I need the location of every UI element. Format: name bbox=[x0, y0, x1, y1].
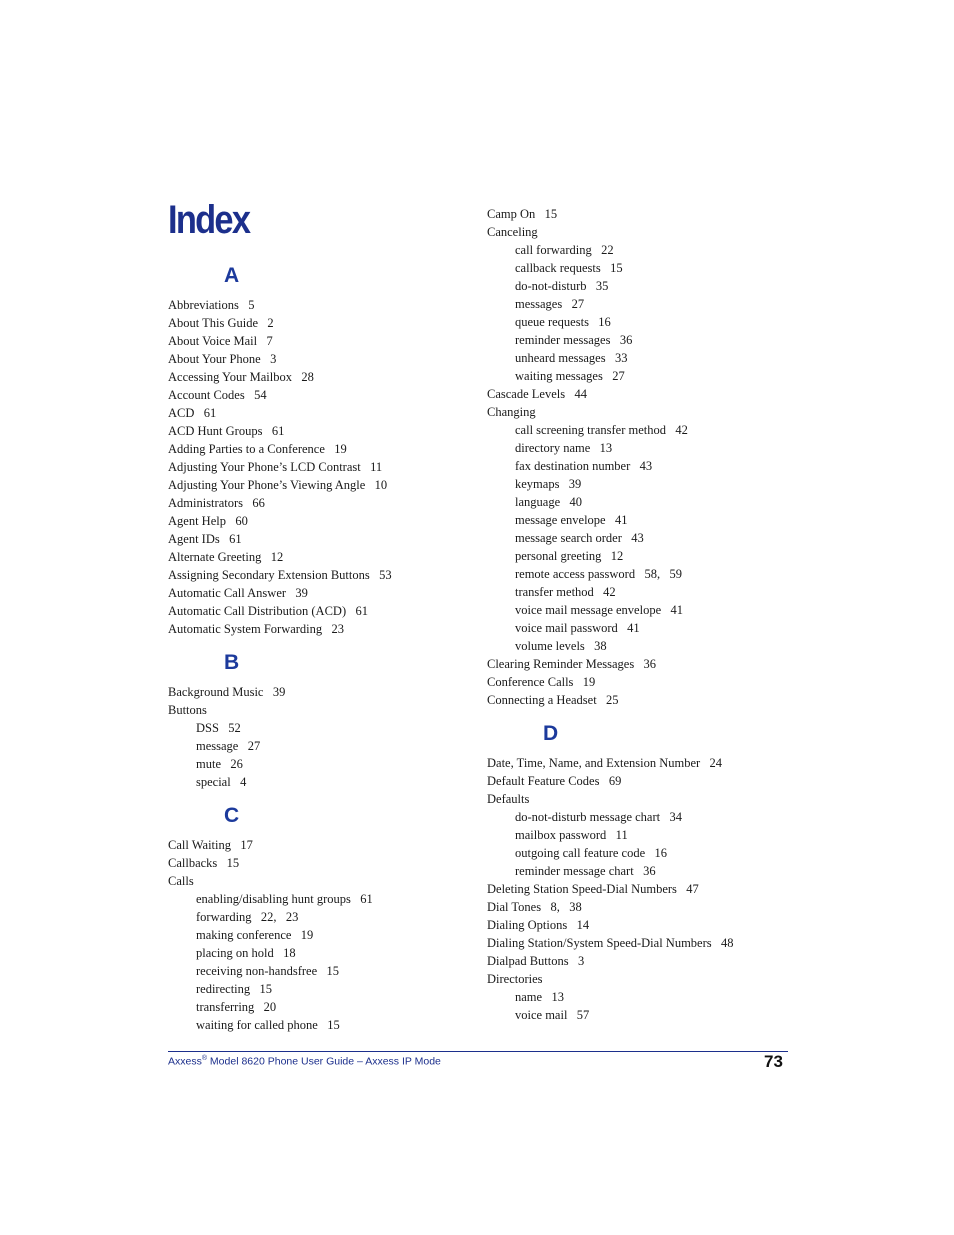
index-entry: ACD 61 bbox=[168, 406, 217, 420]
index-entry: Automatic System Forwarding 23 bbox=[168, 622, 345, 636]
index-entry: Abbreviations 5 bbox=[168, 298, 255, 312]
index-entry: Adjusting Your Phone’s LCD Contrast 11 bbox=[168, 460, 383, 474]
index-entry: Background Music 39 bbox=[168, 685, 286, 699]
index-subentry: mailbox password 11 bbox=[515, 828, 628, 842]
index-entry: Call Waiting 17 bbox=[168, 838, 253, 852]
index-entry: Canceling bbox=[487, 225, 538, 239]
index-entry: Clearing Reminder Messages 36 bbox=[487, 657, 657, 671]
index-subentry: message envelope 41 bbox=[515, 513, 628, 527]
index-subentry: language 40 bbox=[515, 495, 582, 509]
index-entry: Cascade Levels 44 bbox=[487, 387, 587, 401]
index-entry: Adjusting Your Phone’s Viewing Angle 10 bbox=[168, 478, 388, 492]
index-subentry: volume levels 38 bbox=[515, 639, 607, 653]
index-entry: Callbacks 15 bbox=[168, 856, 240, 870]
index-subentry: fax destination number 43 bbox=[515, 459, 653, 473]
index-subentry: reminder messages 36 bbox=[515, 333, 633, 347]
index-subentry: enabling/disabling hunt groups 61 bbox=[196, 892, 373, 906]
index-subentry: do-not-disturb message chart 34 bbox=[515, 810, 682, 824]
index-subentry: redirecting 15 bbox=[196, 982, 273, 996]
index-entry: Assigning Secondary Extension Buttons 53 bbox=[168, 568, 392, 582]
index-entry: Deleting Station Speed-Dial Numbers 47 bbox=[487, 882, 699, 896]
index-subentry: placing on hold 18 bbox=[196, 946, 296, 960]
section-letter-c: C bbox=[224, 804, 240, 827]
index-entry: Dialing Station/System Speed-Dial Numbers 48 bbox=[487, 936, 734, 950]
index-entry: About This Guide 2 bbox=[168, 316, 274, 330]
index-entry: Changing bbox=[487, 405, 536, 419]
index-subentry: transfer method 42 bbox=[515, 585, 616, 599]
index-subentry: message search order 43 bbox=[515, 531, 644, 545]
index-subentry: message 27 bbox=[196, 739, 261, 753]
page-number: 73 bbox=[764, 1052, 783, 1071]
index-entry: Date, Time, Name, and Extension Number 24 bbox=[487, 756, 723, 770]
index-subentry: receiving non-handsfree 15 bbox=[196, 964, 339, 978]
index-entry: Dial Tones 8, 38 bbox=[487, 900, 582, 914]
index-entry: About Voice Mail 7 bbox=[168, 334, 273, 348]
index-entry: About Your Phone 3 bbox=[168, 352, 277, 366]
page-title: Index bbox=[168, 198, 250, 242]
registered-mark: ® bbox=[201, 1055, 208, 1062]
index-entry: Agent Help 60 bbox=[168, 514, 248, 528]
index-entry: Alternate Greeting 12 bbox=[168, 550, 284, 564]
section-letter-a: A bbox=[224, 264, 240, 287]
index-subentry: remote access password 58, 59 bbox=[515, 567, 682, 581]
index-subentry: queue requests 16 bbox=[515, 315, 611, 329]
section-letter-d: D bbox=[543, 722, 559, 745]
index-entry: Adding Parties to a Conference 19 bbox=[168, 442, 347, 456]
index-subentry: special 4 bbox=[196, 775, 247, 789]
index-subentry: personal greeting 12 bbox=[515, 549, 624, 563]
index-entry: Dialing Options 14 bbox=[487, 918, 590, 932]
index-entry: Conference Calls 19 bbox=[487, 675, 596, 689]
index-subentry: callback requests 15 bbox=[515, 261, 623, 275]
index-entry: Calls bbox=[168, 874, 194, 888]
index-subentry: unheard messages 33 bbox=[515, 351, 628, 365]
index-entry: Directories bbox=[487, 972, 543, 986]
index-subentry: waiting messages 27 bbox=[515, 369, 625, 383]
index-subentry: directory name 13 bbox=[515, 441, 613, 455]
index-subentry: making conference 19 bbox=[196, 928, 314, 942]
index-entry: Default Feature Codes 69 bbox=[487, 774, 622, 788]
section-letter-b: B bbox=[224, 651, 240, 674]
index-entry: Buttons bbox=[168, 703, 207, 717]
index-subentry: voice mail password 41 bbox=[515, 621, 640, 635]
index-entry: ACD Hunt Groups 61 bbox=[168, 424, 285, 438]
footer-guide-title: Model 8620 Phone User Guide – Axxess IP Mode bbox=[207, 1055, 441, 1068]
index-entry: Defaults bbox=[487, 792, 530, 806]
index-subentry: mute 26 bbox=[196, 757, 243, 771]
index-subentry: DSS 52 bbox=[196, 721, 241, 735]
index-subentry: call forwarding 22 bbox=[515, 243, 614, 257]
index-subentry: messages 27 bbox=[515, 297, 585, 311]
index-entry: Accessing Your Mailbox 28 bbox=[168, 370, 314, 384]
index-subentry: do-not-disturb 35 bbox=[515, 279, 609, 293]
index-subentry: name 13 bbox=[515, 990, 564, 1004]
index-entry: Agent IDs 61 bbox=[168, 532, 242, 546]
index-entry: Automatic Call Answer 39 bbox=[168, 586, 308, 600]
index-entry: Connecting a Headset 25 bbox=[487, 693, 619, 707]
index-entry: Dialpad Buttons 3 bbox=[487, 954, 585, 968]
footer-title bbox=[168, 1055, 441, 1068]
index-subentry: call screening transfer method 42 bbox=[515, 423, 688, 437]
index-entry: Account Codes 54 bbox=[168, 388, 267, 402]
footer-brand: Axxess bbox=[168, 1055, 202, 1068]
index-subentry: transferring 20 bbox=[196, 1000, 277, 1014]
index-entry: Administrators 66 bbox=[168, 496, 265, 510]
index-subentry: outgoing call feature code 16 bbox=[515, 846, 668, 860]
footer-divider bbox=[168, 1051, 788, 1052]
index-subentry: forwarding 22, 23 bbox=[196, 910, 299, 924]
index-entry: Automatic Call Distribution (ACD) 61 bbox=[168, 604, 368, 618]
index-subentry: voice mail message envelope 41 bbox=[515, 603, 683, 617]
index-subentry: reminder message chart 36 bbox=[515, 864, 656, 878]
index-subentry: keymaps 39 bbox=[515, 477, 582, 491]
index-subentry: voice mail 57 bbox=[515, 1008, 590, 1022]
index-subentry: waiting for called phone 15 bbox=[196, 1018, 340, 1032]
index-entry: Camp On 15 bbox=[487, 207, 558, 221]
